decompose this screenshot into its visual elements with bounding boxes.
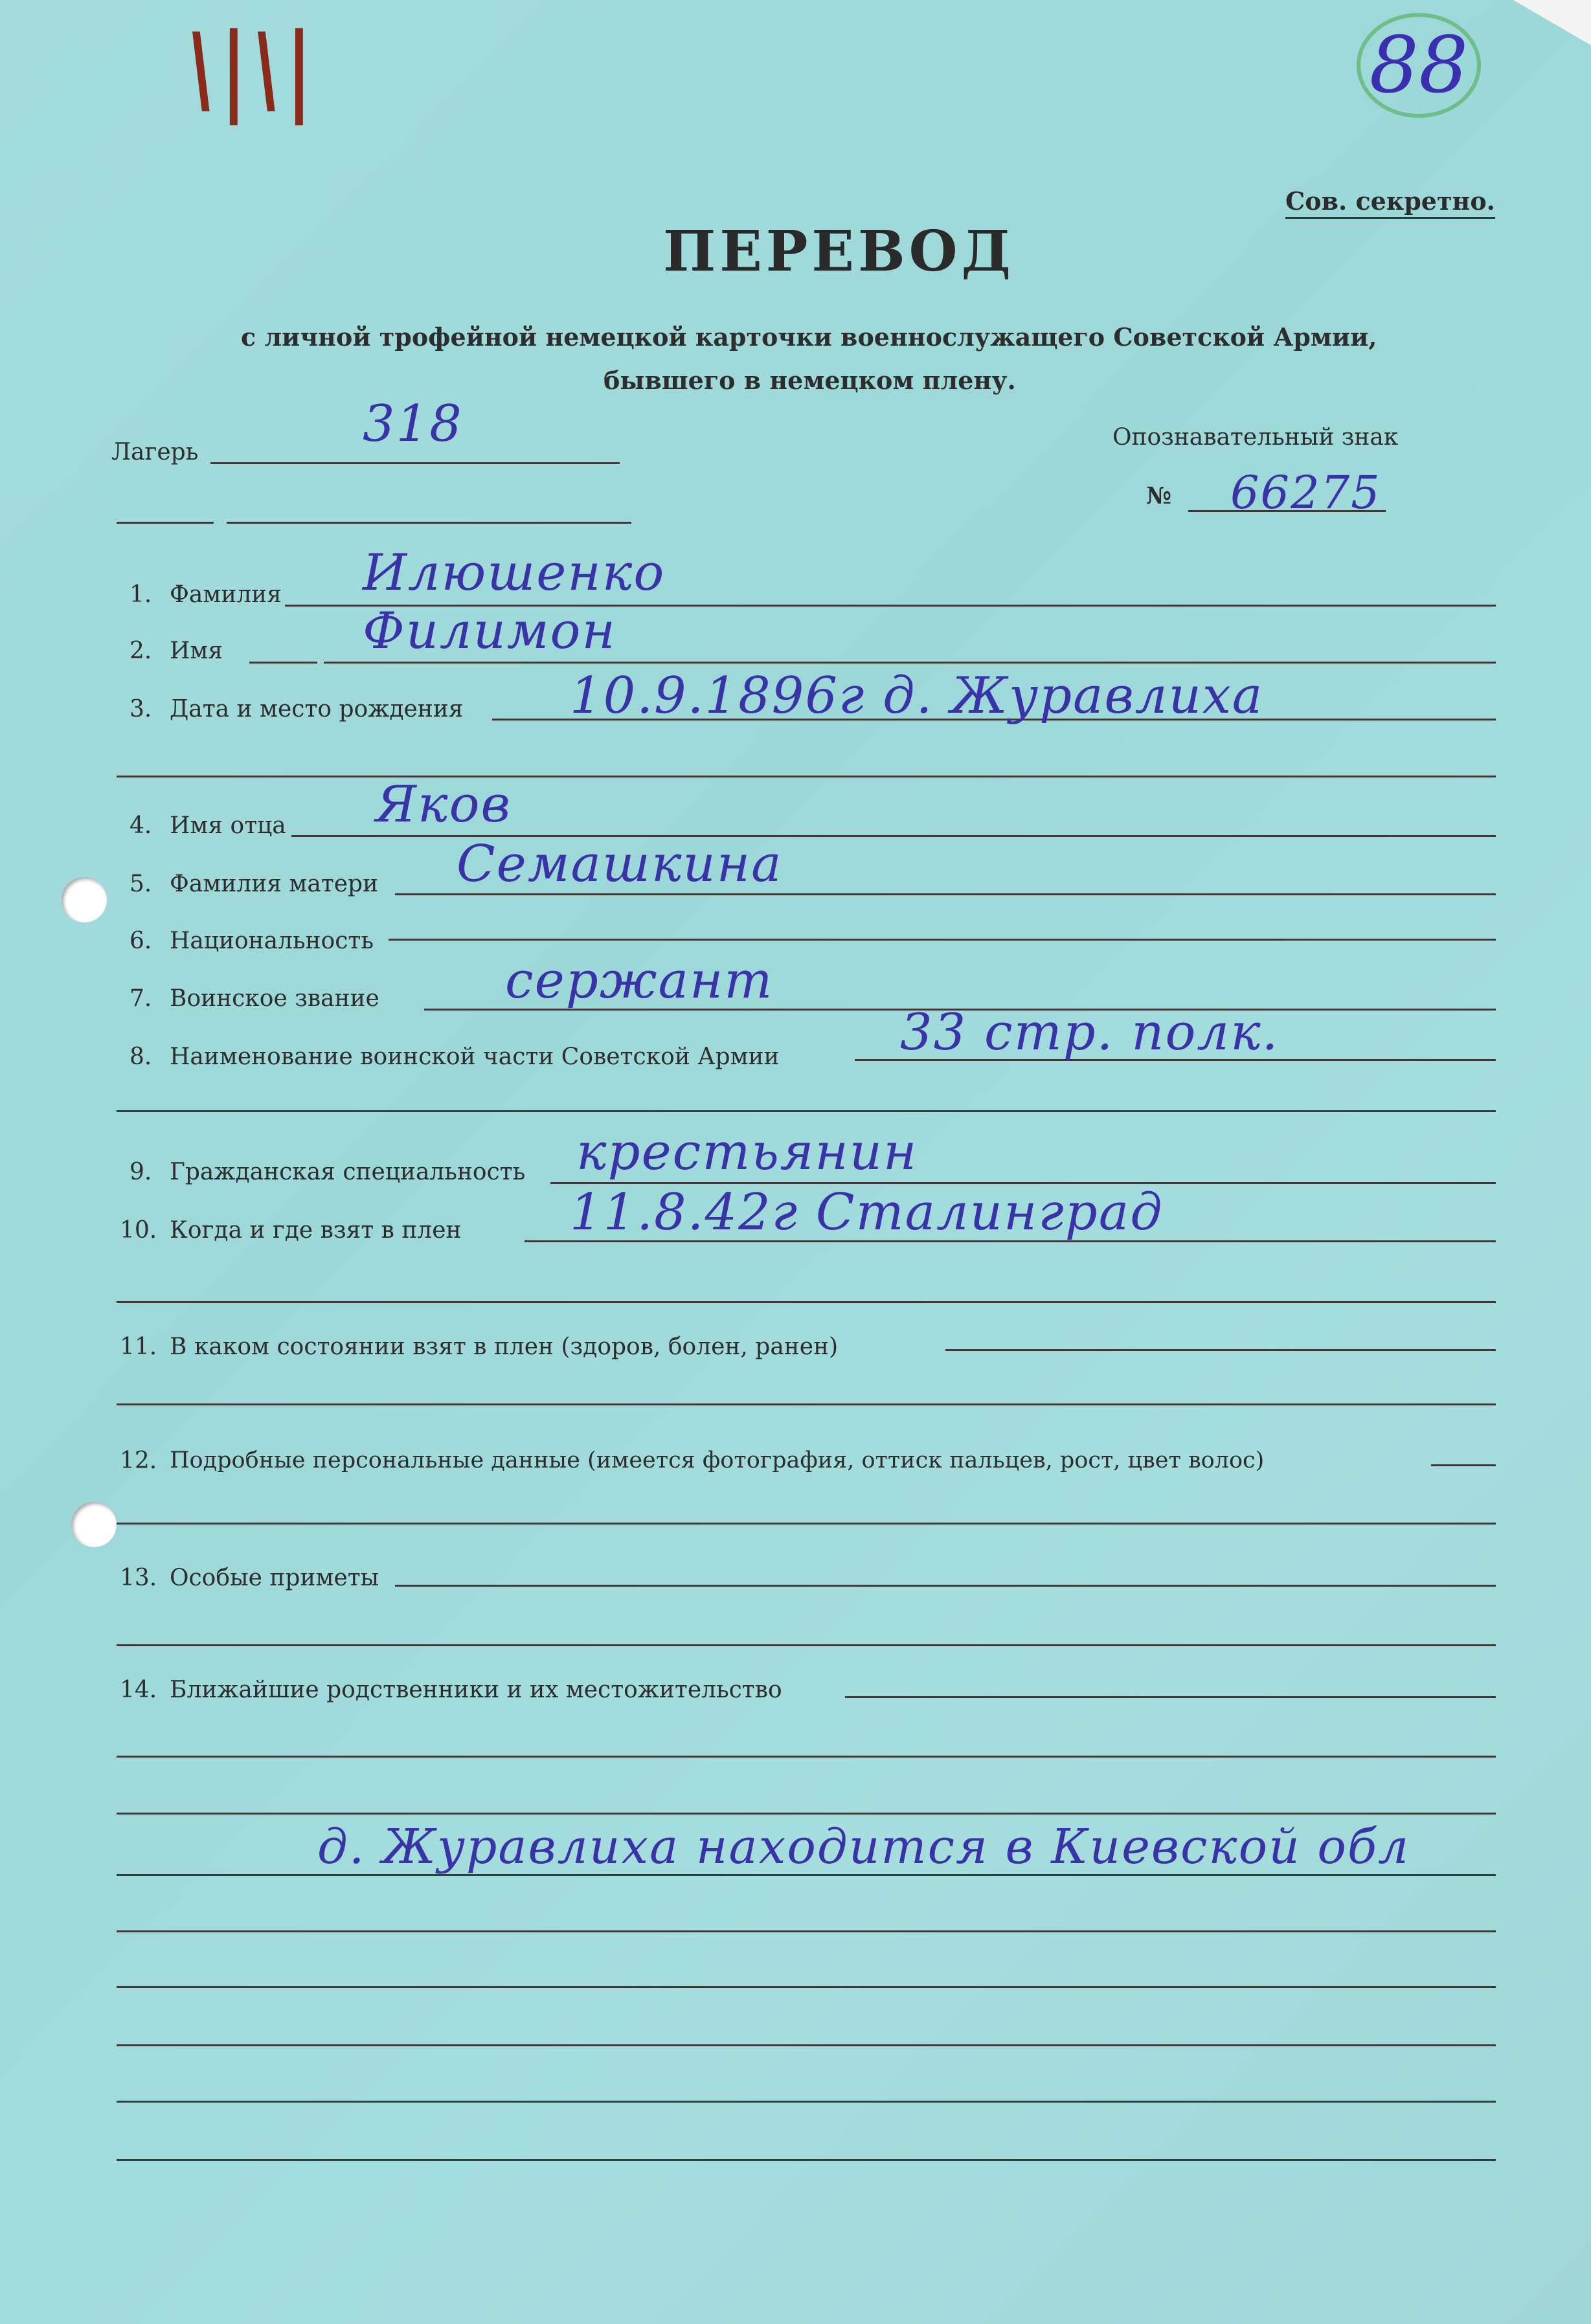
field-3-continuation-line bbox=[117, 776, 1496, 777]
field-6-number: 6. bbox=[130, 928, 152, 954]
field-14-number: 14. bbox=[120, 1677, 157, 1703]
field-14-label: Ближайшие родственники и их местожительство bbox=[170, 1677, 782, 1703]
punch-hole-bottom bbox=[71, 1502, 117, 1547]
camp-underline bbox=[210, 462, 620, 464]
field-10-value: 11.8.42г Сталинград bbox=[570, 1183, 1164, 1242]
field-8-label: Наименование воинской части Советской Армии bbox=[170, 1044, 780, 1070]
id-tag-value: 66275 bbox=[1230, 466, 1381, 519]
field-14-line bbox=[845, 1696, 1496, 1698]
field-13-line bbox=[395, 1585, 1496, 1587]
field-12-label: Подробные персональные данные (имеется фотография, оттиск пальцев, рост, цвет волос) bbox=[170, 1447, 1265, 1473]
field-10-number: 10. bbox=[120, 1217, 157, 1244]
field-14-line-6 bbox=[117, 1986, 1496, 1988]
field-8-number: 8. bbox=[130, 1044, 152, 1070]
field-5-label: Фамилия матери bbox=[170, 871, 379, 897]
field-11-label: В каком состоянии взят в плен (здоров, болен, ранен) bbox=[170, 1334, 839, 1360]
field-4-label: Имя отца bbox=[170, 812, 286, 839]
field-12-number: 12. bbox=[120, 1447, 157, 1474]
field-10-label: Когда и где взят в плен bbox=[170, 1217, 462, 1244]
field-1-label: Фамилия bbox=[170, 581, 282, 608]
field-14-value: д. Журавлиха находится в Киевской обл bbox=[317, 1819, 1410, 1875]
field-8-value: 33 стр. полк. bbox=[900, 1003, 1280, 1062]
field-11-continuation-line bbox=[117, 1403, 1496, 1405]
field-14-line-9 bbox=[117, 2159, 1496, 2161]
field-14-line-5 bbox=[117, 1930, 1496, 1932]
field-2-value: Филимон bbox=[363, 602, 616, 660]
field-14-line-8 bbox=[117, 2101, 1496, 2103]
field-11-number: 11. bbox=[120, 1334, 157, 1360]
camp-extra-line-short bbox=[117, 522, 214, 524]
field-11-line bbox=[945, 1349, 1496, 1351]
field-4-value: Яков bbox=[376, 776, 512, 834]
field-5-number: 5. bbox=[130, 871, 152, 897]
field-7-value: сержант bbox=[505, 952, 774, 1010]
camp-extra-line bbox=[227, 522, 631, 524]
field-8-continuation-line bbox=[117, 1110, 1496, 1112]
classification-mark: Сов. секретно. bbox=[1285, 186, 1495, 219]
field-9-value: крестьянин bbox=[576, 1123, 918, 1181]
field-14-line-7 bbox=[117, 2044, 1496, 2046]
field-9-label: Гражданская специальность bbox=[170, 1159, 526, 1185]
field-10-continuation-line bbox=[117, 1301, 1496, 1303]
subtitle-line-1: с личной трофейной немецкой карточки военнослужащего Советской Армии, bbox=[241, 322, 1377, 352]
field-14-line-4 bbox=[117, 1874, 1496, 1876]
field-14-line-3 bbox=[117, 1813, 1496, 1815]
field-3-number: 3. bbox=[130, 696, 152, 722]
field-4-number: 4. bbox=[130, 812, 152, 839]
field-7-number: 7. bbox=[130, 985, 152, 1012]
field-2-number: 2. bbox=[130, 638, 152, 664]
field-2-label: Имя bbox=[170, 638, 223, 664]
camp-value: 318 bbox=[363, 395, 463, 453]
field-13-number: 13. bbox=[120, 1565, 157, 1591]
folded-corner bbox=[1513, 0, 1591, 45]
field-2-line bbox=[324, 662, 1496, 664]
subtitle-line-2: бывшего в немецком плену. bbox=[604, 366, 1016, 395]
field-3-label: Дата и место рождения bbox=[170, 696, 464, 722]
corner-number-stamp bbox=[1357, 13, 1481, 118]
field-9-number: 9. bbox=[130, 1159, 152, 1185]
red-pencil-mark: \|\| bbox=[185, 13, 316, 126]
field-1-number: 1. bbox=[130, 581, 152, 608]
field-6-label: Национальность bbox=[170, 928, 374, 954]
field-13-label: Особые приметы bbox=[170, 1565, 379, 1591]
field-7-label: Воинское звание bbox=[170, 985, 379, 1012]
field-12-line bbox=[1431, 1464, 1496, 1466]
document-title: ПЕРЕВОД bbox=[663, 219, 1015, 284]
corner-number: 88 bbox=[1369, 20, 1469, 111]
id-number-sign: № bbox=[1146, 482, 1172, 509]
field-3-value: 10.9.1896г д. Журавлиха bbox=[570, 667, 1264, 725]
camp-label: Лагерь bbox=[111, 439, 199, 465]
field-5-line bbox=[395, 893, 1496, 895]
field-1-value: Илюшенко bbox=[363, 544, 666, 602]
punch-hole-top bbox=[62, 877, 107, 922]
field-14-line-2 bbox=[117, 1756, 1496, 1758]
field-12-continuation-line bbox=[117, 1523, 1496, 1525]
field-5-value: Семашкина bbox=[457, 835, 783, 893]
field-6-line bbox=[389, 939, 1496, 941]
field-2-line-short bbox=[249, 662, 317, 664]
field-13-continuation-line bbox=[117, 1644, 1496, 1646]
id-tag-label: Опознавательный знак bbox=[1112, 424, 1399, 451]
